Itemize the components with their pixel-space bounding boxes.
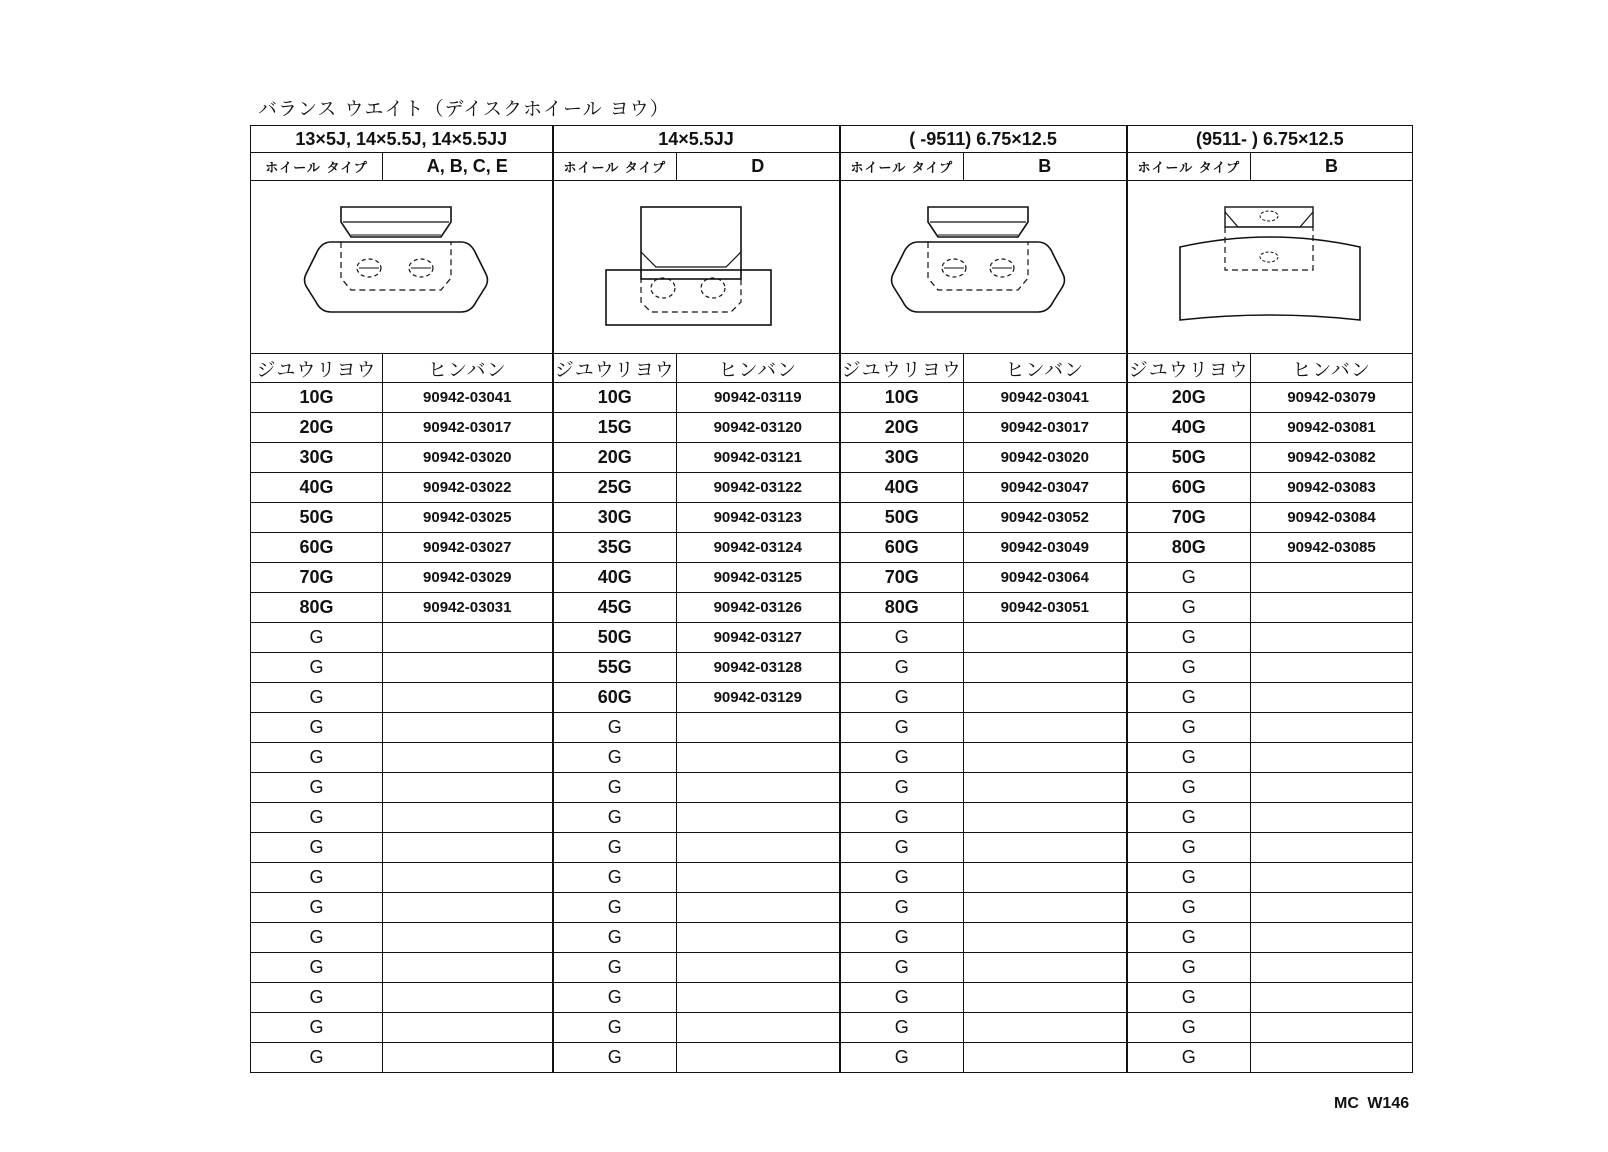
- part-number-cell: [677, 983, 840, 1013]
- weight-cell: 20G: [251, 413, 383, 443]
- weight-cell: 10G: [553, 383, 677, 413]
- table-row: [251, 593, 1413, 623]
- weight-cell: G: [840, 743, 964, 773]
- part-number-cell: 90942-03129: [677, 683, 840, 713]
- part-number-cell: [964, 953, 1127, 983]
- part-number-cell: [964, 803, 1127, 833]
- table-row: [251, 803, 1413, 833]
- weight-cell: G: [251, 863, 383, 893]
- part-number-cell: 90942-03124: [677, 533, 840, 563]
- weight-cell: G: [1127, 1013, 1251, 1043]
- weight-cell: G: [1127, 593, 1251, 623]
- part-number-cell: [383, 863, 553, 893]
- part-number-cell: [1251, 1043, 1413, 1073]
- table-row: [251, 923, 1413, 953]
- weight-cell: G: [840, 1043, 964, 1073]
- weight-cell: G: [553, 773, 677, 803]
- part-number-cell: [677, 863, 840, 893]
- weight-column-header: ジユウリヨウ: [840, 354, 964, 383]
- weight-cell: 60G: [251, 533, 383, 563]
- table-row: [251, 443, 1413, 473]
- balance-weight-clip-icon: [1170, 202, 1370, 332]
- part-number-cell: 90942-03041: [964, 383, 1127, 413]
- part-number-cell: 90942-03017: [383, 413, 553, 443]
- part-number-cell: 90942-03017: [964, 413, 1127, 443]
- weight-cell: G: [840, 983, 964, 1013]
- part-number-cell: [964, 653, 1127, 683]
- part-number-cell: [1251, 983, 1413, 1013]
- weight-cell: 35G: [553, 533, 677, 563]
- weight-cell: G: [251, 1043, 383, 1073]
- table-row: [251, 953, 1413, 983]
- wheel-type-value: B: [964, 153, 1127, 181]
- table-row: [251, 743, 1413, 773]
- weight-cell: 40G: [251, 473, 383, 503]
- weight-cell: G: [553, 743, 677, 773]
- part-number-cell: [1251, 803, 1413, 833]
- part-number-cell: 90942-03031: [383, 593, 553, 623]
- weight-illustration-row: [251, 181, 1413, 354]
- table-row: [251, 1043, 1413, 1073]
- weight-cell: G: [1127, 953, 1251, 983]
- weight-cell: G: [553, 1043, 677, 1073]
- part-number-cell: 90942-03025: [383, 503, 553, 533]
- weight-cell: G: [251, 923, 383, 953]
- part-number-cell: 90942-03047: [964, 473, 1127, 503]
- weight-cell: 30G: [251, 443, 383, 473]
- part-number-cell: [1251, 563, 1413, 593]
- part-number-column-header: ヒンバン: [383, 354, 553, 383]
- part-number-cell: [677, 743, 840, 773]
- weight-cell: G: [1127, 923, 1251, 953]
- part-number-cell: [383, 623, 553, 653]
- part-number-cell: [383, 893, 553, 923]
- weight-cell: 45G: [553, 593, 677, 623]
- part-number-cell: [677, 833, 840, 863]
- weight-cell: 70G: [840, 563, 964, 593]
- weight-cell: G: [1127, 713, 1251, 743]
- weight-cell: G: [553, 893, 677, 923]
- weight-cell: 10G: [840, 383, 964, 413]
- illustration-cell: [251, 181, 553, 354]
- weight-cell: 50G: [553, 623, 677, 653]
- weight-cell: G: [840, 803, 964, 833]
- part-number-cell: [1251, 923, 1413, 953]
- weight-cell: G: [840, 1013, 964, 1043]
- part-number-cell: [383, 683, 553, 713]
- part-number-cell: [677, 953, 840, 983]
- illustration-cell: [840, 181, 1127, 354]
- wheel-type-row: [251, 153, 1413, 181]
- part-number-cell: 90942-03126: [677, 593, 840, 623]
- part-number-cell: [383, 773, 553, 803]
- part-number-cell: [964, 1043, 1127, 1073]
- table-row: [251, 653, 1413, 683]
- weight-cell: 40G: [553, 563, 677, 593]
- weight-cell: 70G: [1127, 503, 1251, 533]
- weight-cell: 80G: [251, 593, 383, 623]
- table-row: [251, 833, 1413, 863]
- weight-cell: 30G: [840, 443, 964, 473]
- part-number-cell: [677, 1013, 840, 1043]
- part-number-cell: [383, 923, 553, 953]
- weight-cell: G: [251, 773, 383, 803]
- weight-cell: G: [840, 683, 964, 713]
- weight-cell: G: [840, 773, 964, 803]
- wheel-type-value: D: [677, 153, 840, 181]
- part-number-cell: [1251, 743, 1413, 773]
- part-number-cell: [1251, 953, 1413, 983]
- part-number-cell: [383, 833, 553, 863]
- weight-cell: 50G: [1127, 443, 1251, 473]
- part-number-cell: [677, 893, 840, 923]
- weight-cell: G: [553, 983, 677, 1013]
- weight-cell: 60G: [1127, 473, 1251, 503]
- wheel-type-label: ホイール タイプ: [553, 153, 677, 181]
- part-number-cell: 90942-03082: [1251, 443, 1413, 473]
- part-number-cell: [1251, 773, 1413, 803]
- weight-column-header: ジユウリヨウ: [553, 354, 677, 383]
- weight-cell: G: [553, 953, 677, 983]
- part-number-cell: [964, 923, 1127, 953]
- weight-cell: G: [1127, 743, 1251, 773]
- part-number-cell: 90942-03029: [383, 563, 553, 593]
- wheel-type-value: A, B, C, E: [383, 153, 553, 181]
- wheel-type-label: ホイール タイプ: [1127, 153, 1251, 181]
- weight-cell: G: [840, 713, 964, 743]
- weight-cell: 20G: [840, 413, 964, 443]
- weight-cell: G: [553, 923, 677, 953]
- wheel-type-label: ホイール タイプ: [251, 153, 383, 181]
- part-number-cell: [1251, 593, 1413, 623]
- part-number-cell: [1251, 1013, 1413, 1043]
- weight-cell: G: [1127, 1043, 1251, 1073]
- part-number-cell: [964, 1013, 1127, 1043]
- weight-cell: 50G: [251, 503, 383, 533]
- table-row: [251, 623, 1413, 653]
- weight-cell: 60G: [840, 533, 964, 563]
- weight-cell: G: [1127, 983, 1251, 1013]
- balance-weight-wide-icon: [888, 202, 1078, 332]
- weight-cell: 80G: [840, 593, 964, 623]
- part-number-cell: 90942-03020: [383, 443, 553, 473]
- weight-cell: G: [251, 953, 383, 983]
- weight-cell: G: [1127, 893, 1251, 923]
- part-number-cell: [1251, 893, 1413, 923]
- weight-cell: G: [251, 713, 383, 743]
- table-row: [251, 1013, 1413, 1043]
- balance-weight-wide-icon: [301, 202, 501, 332]
- part-number-cell: 90942-03049: [964, 533, 1127, 563]
- part-number-cell: 90942-03125: [677, 563, 840, 593]
- part-number-cell: [677, 803, 840, 833]
- part-number-cell: 90942-03079: [1251, 383, 1413, 413]
- part-number-cell: [677, 1043, 840, 1073]
- part-number-cell: [1251, 683, 1413, 713]
- part-number-cell: 90942-03119: [677, 383, 840, 413]
- part-number-cell: 90942-03128: [677, 653, 840, 683]
- part-number-cell: [964, 863, 1127, 893]
- weight-cell: G: [1127, 683, 1251, 713]
- part-number-cell: 90942-03020: [964, 443, 1127, 473]
- part-number-cell: [383, 1013, 553, 1043]
- part-number-cell: 90942-03022: [383, 473, 553, 503]
- balance-weight-table: [250, 125, 1413, 1073]
- part-number-cell: [677, 923, 840, 953]
- weight-cell: G: [553, 713, 677, 743]
- weight-cell: 15G: [553, 413, 677, 443]
- table-row: [251, 533, 1413, 563]
- weight-cell: 80G: [1127, 533, 1251, 563]
- part-number-cell: [677, 713, 840, 743]
- weight-cell: 55G: [553, 653, 677, 683]
- weight-cell: 40G: [840, 473, 964, 503]
- illustration-cell: [1127, 181, 1413, 354]
- weight-cell: G: [251, 803, 383, 833]
- weight-cell: G: [840, 923, 964, 953]
- illustration-cell: [553, 181, 840, 354]
- weight-cell: G: [251, 653, 383, 683]
- table-row: [251, 773, 1413, 803]
- part-number-cell: 90942-03081: [1251, 413, 1413, 443]
- part-number-cell: [1251, 833, 1413, 863]
- table-row: [251, 683, 1413, 713]
- part-number-cell: [1251, 623, 1413, 653]
- part-number-cell: [383, 953, 553, 983]
- part-number-cell: [383, 713, 553, 743]
- part-number-cell: 90942-03052: [964, 503, 1127, 533]
- table-row: [251, 563, 1413, 593]
- weight-cell: G: [553, 863, 677, 893]
- part-number-cell: [964, 683, 1127, 713]
- weight-cell: G: [1127, 803, 1251, 833]
- part-number-cell: 90942-03084: [1251, 503, 1413, 533]
- weight-cell: G: [251, 893, 383, 923]
- weight-cell: 60G: [553, 683, 677, 713]
- weight-cell: 30G: [553, 503, 677, 533]
- page-title: バランス ウエイト（デイスクホイール ヨウ）: [258, 98, 670, 120]
- part-number-cell: [964, 743, 1127, 773]
- weight-cell: G: [553, 1013, 677, 1043]
- weight-column-header: ジユウリヨウ: [251, 354, 383, 383]
- weight-cell: 10G: [251, 383, 383, 413]
- part-number-cell: 90942-03051: [964, 593, 1127, 623]
- part-number-cell: 90942-03127: [677, 623, 840, 653]
- table-row: [251, 503, 1413, 533]
- page-code: MC W146: [1334, 1095, 1410, 1112]
- part-number-cell: [1251, 653, 1413, 683]
- weight-cell: G: [840, 953, 964, 983]
- part-number-column-header: ヒンバン: [677, 354, 840, 383]
- part-number-cell: [964, 773, 1127, 803]
- weight-cell: G: [840, 863, 964, 893]
- weight-cell: G: [1127, 653, 1251, 683]
- part-number-cell: [677, 773, 840, 803]
- weight-column-header: ジユウリヨウ: [1127, 354, 1251, 383]
- weight-cell: G: [553, 833, 677, 863]
- weight-cell: G: [251, 833, 383, 863]
- wheel-size-header: ( -9511) 6.75×12.5: [840, 126, 1127, 153]
- weight-cell: 40G: [1127, 413, 1251, 443]
- column-header-row: [251, 354, 1413, 383]
- wheel-type-label: ホイール タイプ: [840, 153, 964, 181]
- wheel-type-value: B: [1251, 153, 1413, 181]
- weight-cell: 50G: [840, 503, 964, 533]
- weight-cell: G: [1127, 773, 1251, 803]
- weight-cell: G: [251, 623, 383, 653]
- wheel-size-header: 13×5J, 14×5.5J, 14×5.5JJ: [251, 126, 553, 153]
- part-number-cell: 90942-03123: [677, 503, 840, 533]
- weight-cell: G: [553, 803, 677, 833]
- part-number-column-header: ヒンバン: [1251, 354, 1413, 383]
- part-number-cell: [1251, 863, 1413, 893]
- weight-cell: 20G: [1127, 383, 1251, 413]
- part-number-cell: [383, 803, 553, 833]
- table-row: [251, 413, 1413, 443]
- wheel-size-row: [251, 126, 1413, 153]
- weight-cell: G: [840, 623, 964, 653]
- weight-cell: G: [840, 893, 964, 923]
- part-number-cell: 90942-03121: [677, 443, 840, 473]
- part-number-cell: 90942-03041: [383, 383, 553, 413]
- weight-cell: G: [840, 653, 964, 683]
- part-number-cell: 90942-03122: [677, 473, 840, 503]
- wheel-size-header: (9511- ) 6.75×12.5: [1127, 126, 1413, 153]
- weight-cell: 25G: [553, 473, 677, 503]
- weight-cell: 70G: [251, 563, 383, 593]
- balance-weight-rect-icon: [601, 202, 791, 332]
- weight-cell: G: [251, 1013, 383, 1043]
- part-number-cell: 90942-03120: [677, 413, 840, 443]
- part-number-cell: [964, 893, 1127, 923]
- part-number-cell: [964, 983, 1127, 1013]
- part-number-cell: [964, 833, 1127, 863]
- part-number-cell: 90942-03027: [383, 533, 553, 563]
- table-row: [251, 863, 1413, 893]
- part-number-cell: 90942-03064: [964, 563, 1127, 593]
- part-number-cell: [964, 623, 1127, 653]
- wheel-size-header: 14×5.5JJ: [553, 126, 840, 153]
- weight-cell: G: [251, 983, 383, 1013]
- weight-cell: G: [1127, 563, 1251, 593]
- table-row: [251, 383, 1413, 413]
- part-number-cell: [383, 1043, 553, 1073]
- part-number-cell: [964, 713, 1127, 743]
- part-number-cell: [383, 653, 553, 683]
- weight-cell: G: [251, 683, 383, 713]
- part-number-cell: [1251, 713, 1413, 743]
- weight-cell: G: [251, 743, 383, 773]
- weight-cell: G: [840, 833, 964, 863]
- weight-cell: 20G: [553, 443, 677, 473]
- part-number-cell: 90942-03083: [1251, 473, 1413, 503]
- part-number-cell: [383, 743, 553, 773]
- table-row: [251, 713, 1413, 743]
- part-number-column-header: ヒンバン: [964, 354, 1127, 383]
- weight-cell: G: [1127, 833, 1251, 863]
- table-row: [251, 473, 1413, 503]
- weight-cell: G: [1127, 863, 1251, 893]
- part-number-cell: [383, 983, 553, 1013]
- table-row: [251, 893, 1413, 923]
- part-number-cell: 90942-03085: [1251, 533, 1413, 563]
- weight-cell: G: [1127, 623, 1251, 653]
- table-row: [251, 983, 1413, 1013]
